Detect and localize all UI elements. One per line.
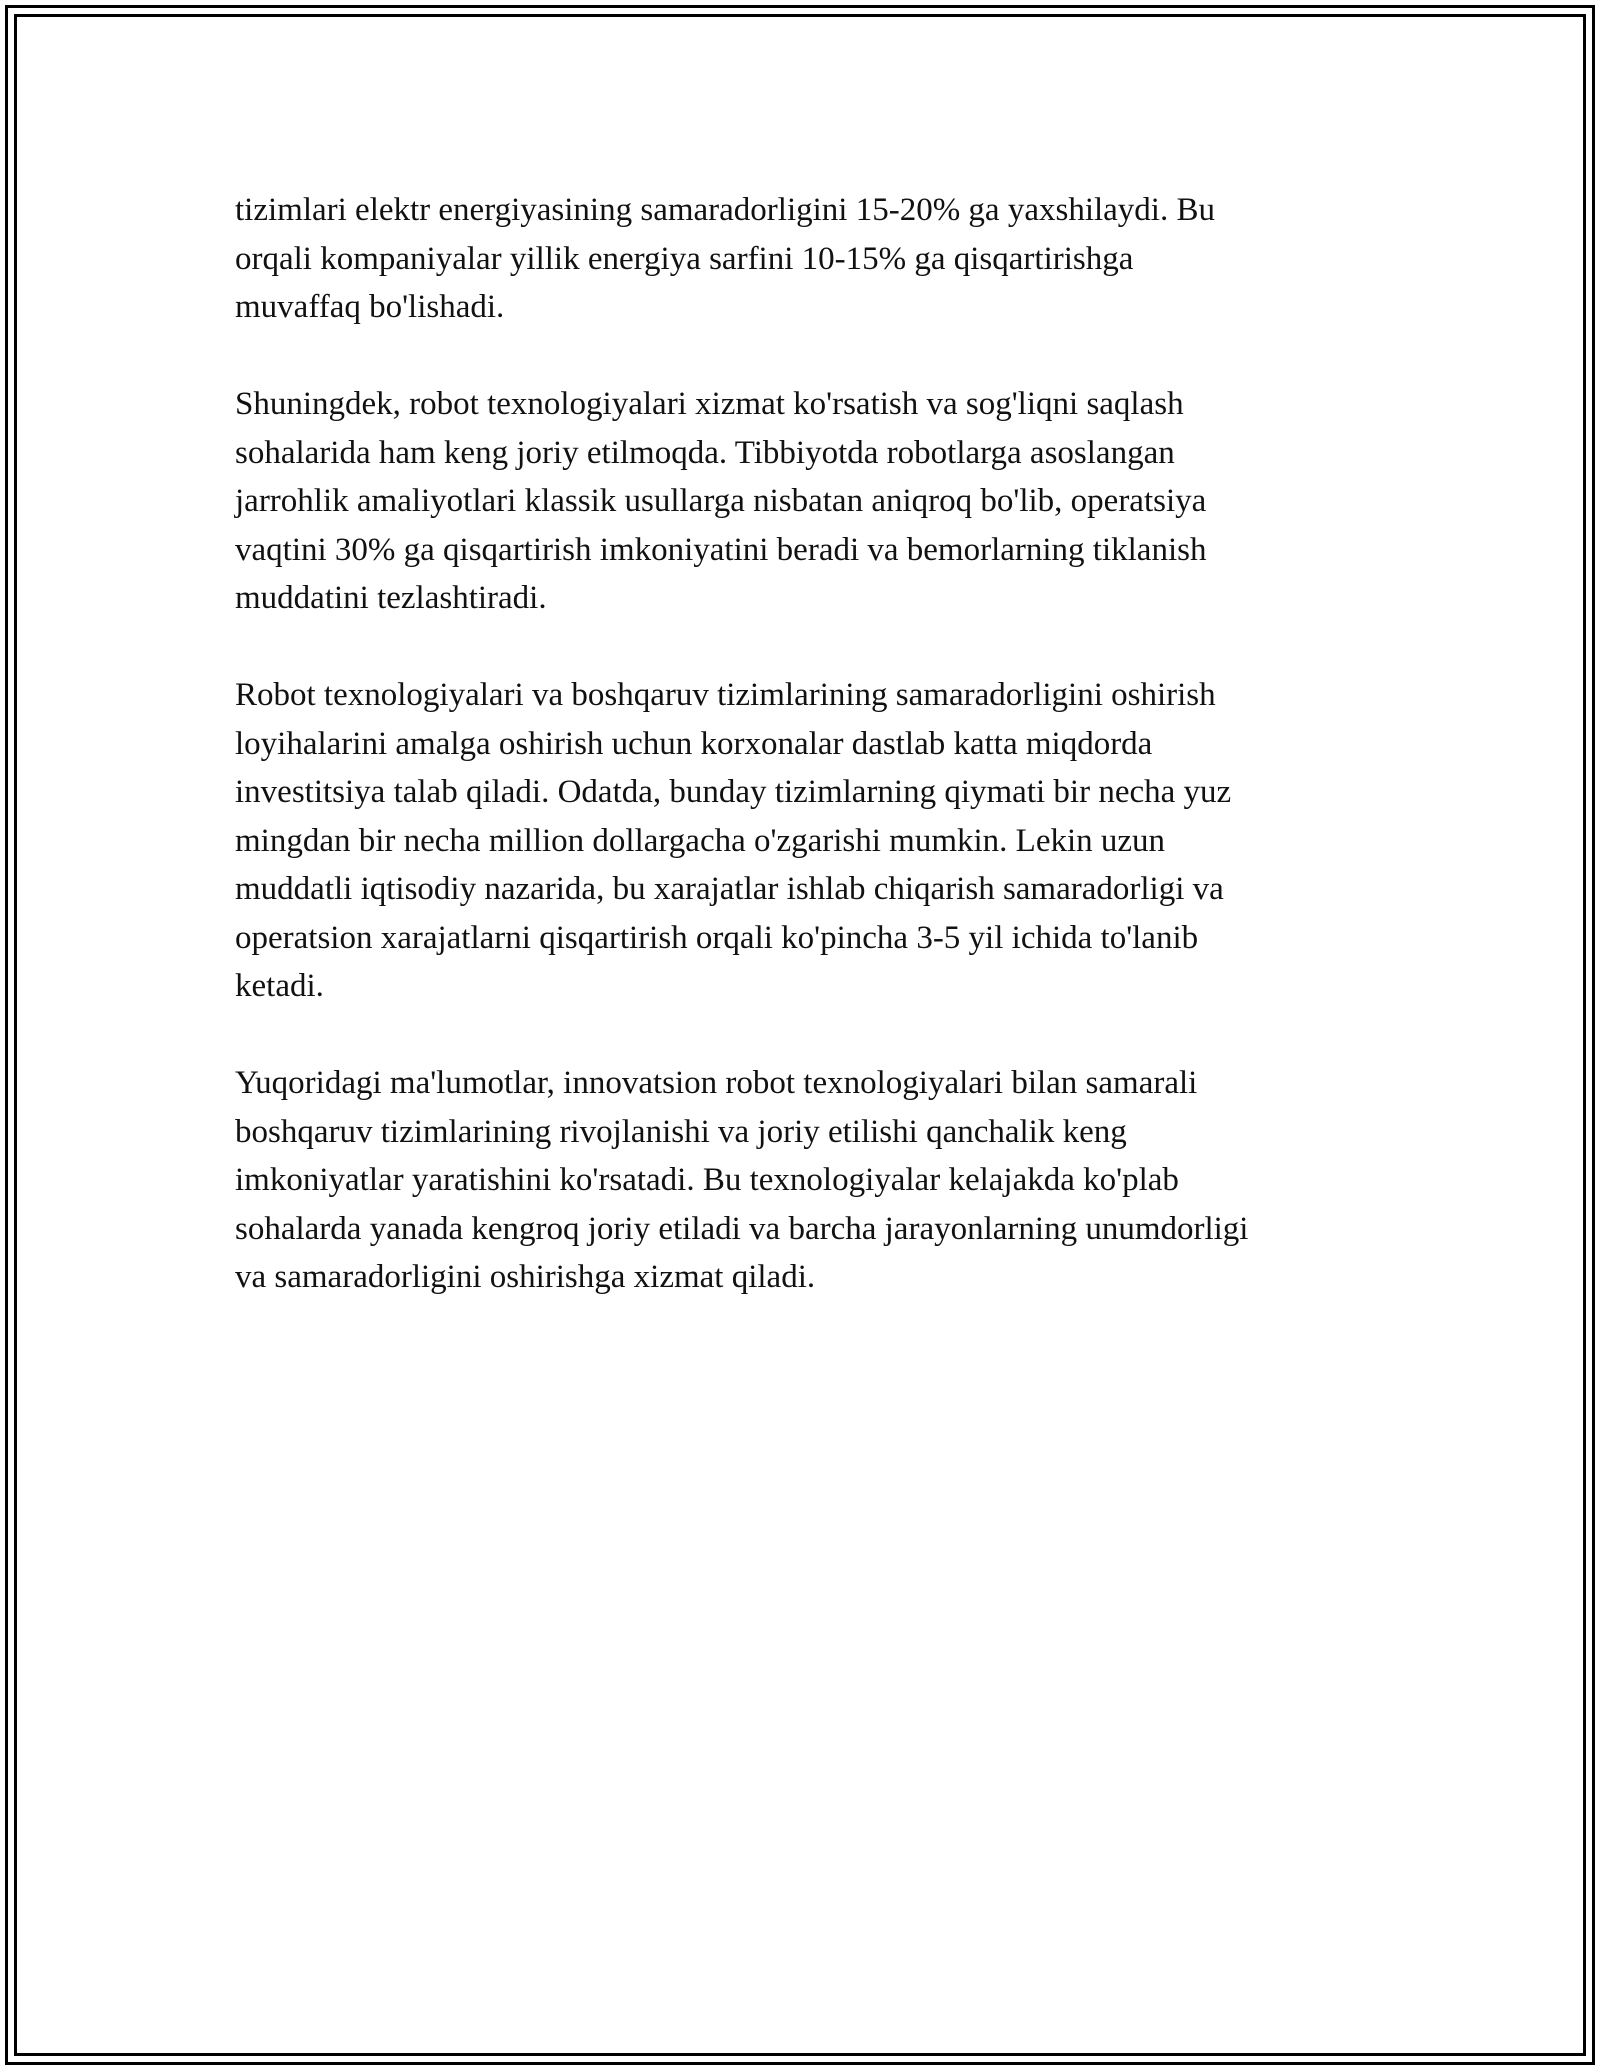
paragraph-line: Robot texnologiyalari va boshqaruv tizimlarining samaradorligini oshirish bbox=[235, 677, 1216, 713]
paragraph-line: investitsiya talab qiladi. Odatda, bunday tizimlarning qiymati bir necha yuz bbox=[235, 774, 1232, 810]
paragraph-line: Shuningdek, robot texnologiyalari xizmat ko'rsatish va sog'liqni saqlash bbox=[235, 386, 1184, 422]
paragraph-line: va samaradorligini oshirishga xizmat qiladi. bbox=[235, 1259, 816, 1295]
paragraph-line: vaqtini 30% ga qisqartirish imkoniyatini beradi va bemorlarning tiklanish bbox=[235, 531, 1207, 568]
document-body bbox=[235, 186, 1365, 1350]
paragraph-3 bbox=[235, 671, 1365, 1011]
paragraph-line: operatsion xarajatlarni qisqartirish orqali ko'pincha 3-5 yil ichida to'lanib bbox=[235, 919, 1199, 956]
paragraph-line: loyihalarini amalga oshirish uchun korxonalar dastlab katta miqdorda bbox=[235, 725, 1153, 762]
paragraph-2 bbox=[235, 380, 1365, 623]
paragraph-line: muvaffaq bo'lishadi. bbox=[235, 289, 505, 325]
paragraph-line: sohalarida ham keng joriy etilmoqda. Tibbiyotda robotlarga asoslangan bbox=[235, 434, 1175, 471]
paragraph-line: ketadi. bbox=[235, 968, 324, 1004]
paragraph-line: orqali kompaniyalar yillik energiya sarfini 10-15% ga qisqartirishga bbox=[235, 240, 1134, 277]
paragraph-line: muddatli iqtisodiy nazarida, bu xarajatlar ishlab chiqarish samaradorligi va bbox=[235, 871, 1224, 907]
paragraph-line: jarrohlik amaliyotlari klassik usullarga nisbatan aniqroq bo'lib, operatsiya bbox=[235, 483, 1207, 519]
paragraph-1 bbox=[235, 186, 1365, 332]
paragraph-line: sohalarda yanada kengroq joriy etiladi va barcha jarayonlarning unumdorligi bbox=[235, 1210, 1249, 1247]
paragraph-line: mingdan bir necha million dollargacha o'zgarishi mumkin. Lekin uzun bbox=[235, 822, 1166, 859]
paragraph-line: Yuqoridagi ma'lumotlar, innovatsion robot texnologiyalari bilan samarali bbox=[235, 1065, 1198, 1101]
paragraph-4 bbox=[235, 1059, 1365, 1302]
paragraph-line: boshqaruv tizimlarining rivojlanishi va joriy etilishi qanchalik keng bbox=[235, 1113, 1127, 1150]
paragraph-line: imkoniyatlar yaratishini ko'rsatadi. Bu texnologiyalar kelajakda ko'plab bbox=[235, 1162, 1179, 1198]
paragraph-line: muddatini tezlashtiradi. bbox=[235, 580, 547, 616]
paragraph-line: tizimlari elektr energiyasining samaradorligini 15-20% ga yaxshilaydi. Bu bbox=[235, 192, 1215, 228]
